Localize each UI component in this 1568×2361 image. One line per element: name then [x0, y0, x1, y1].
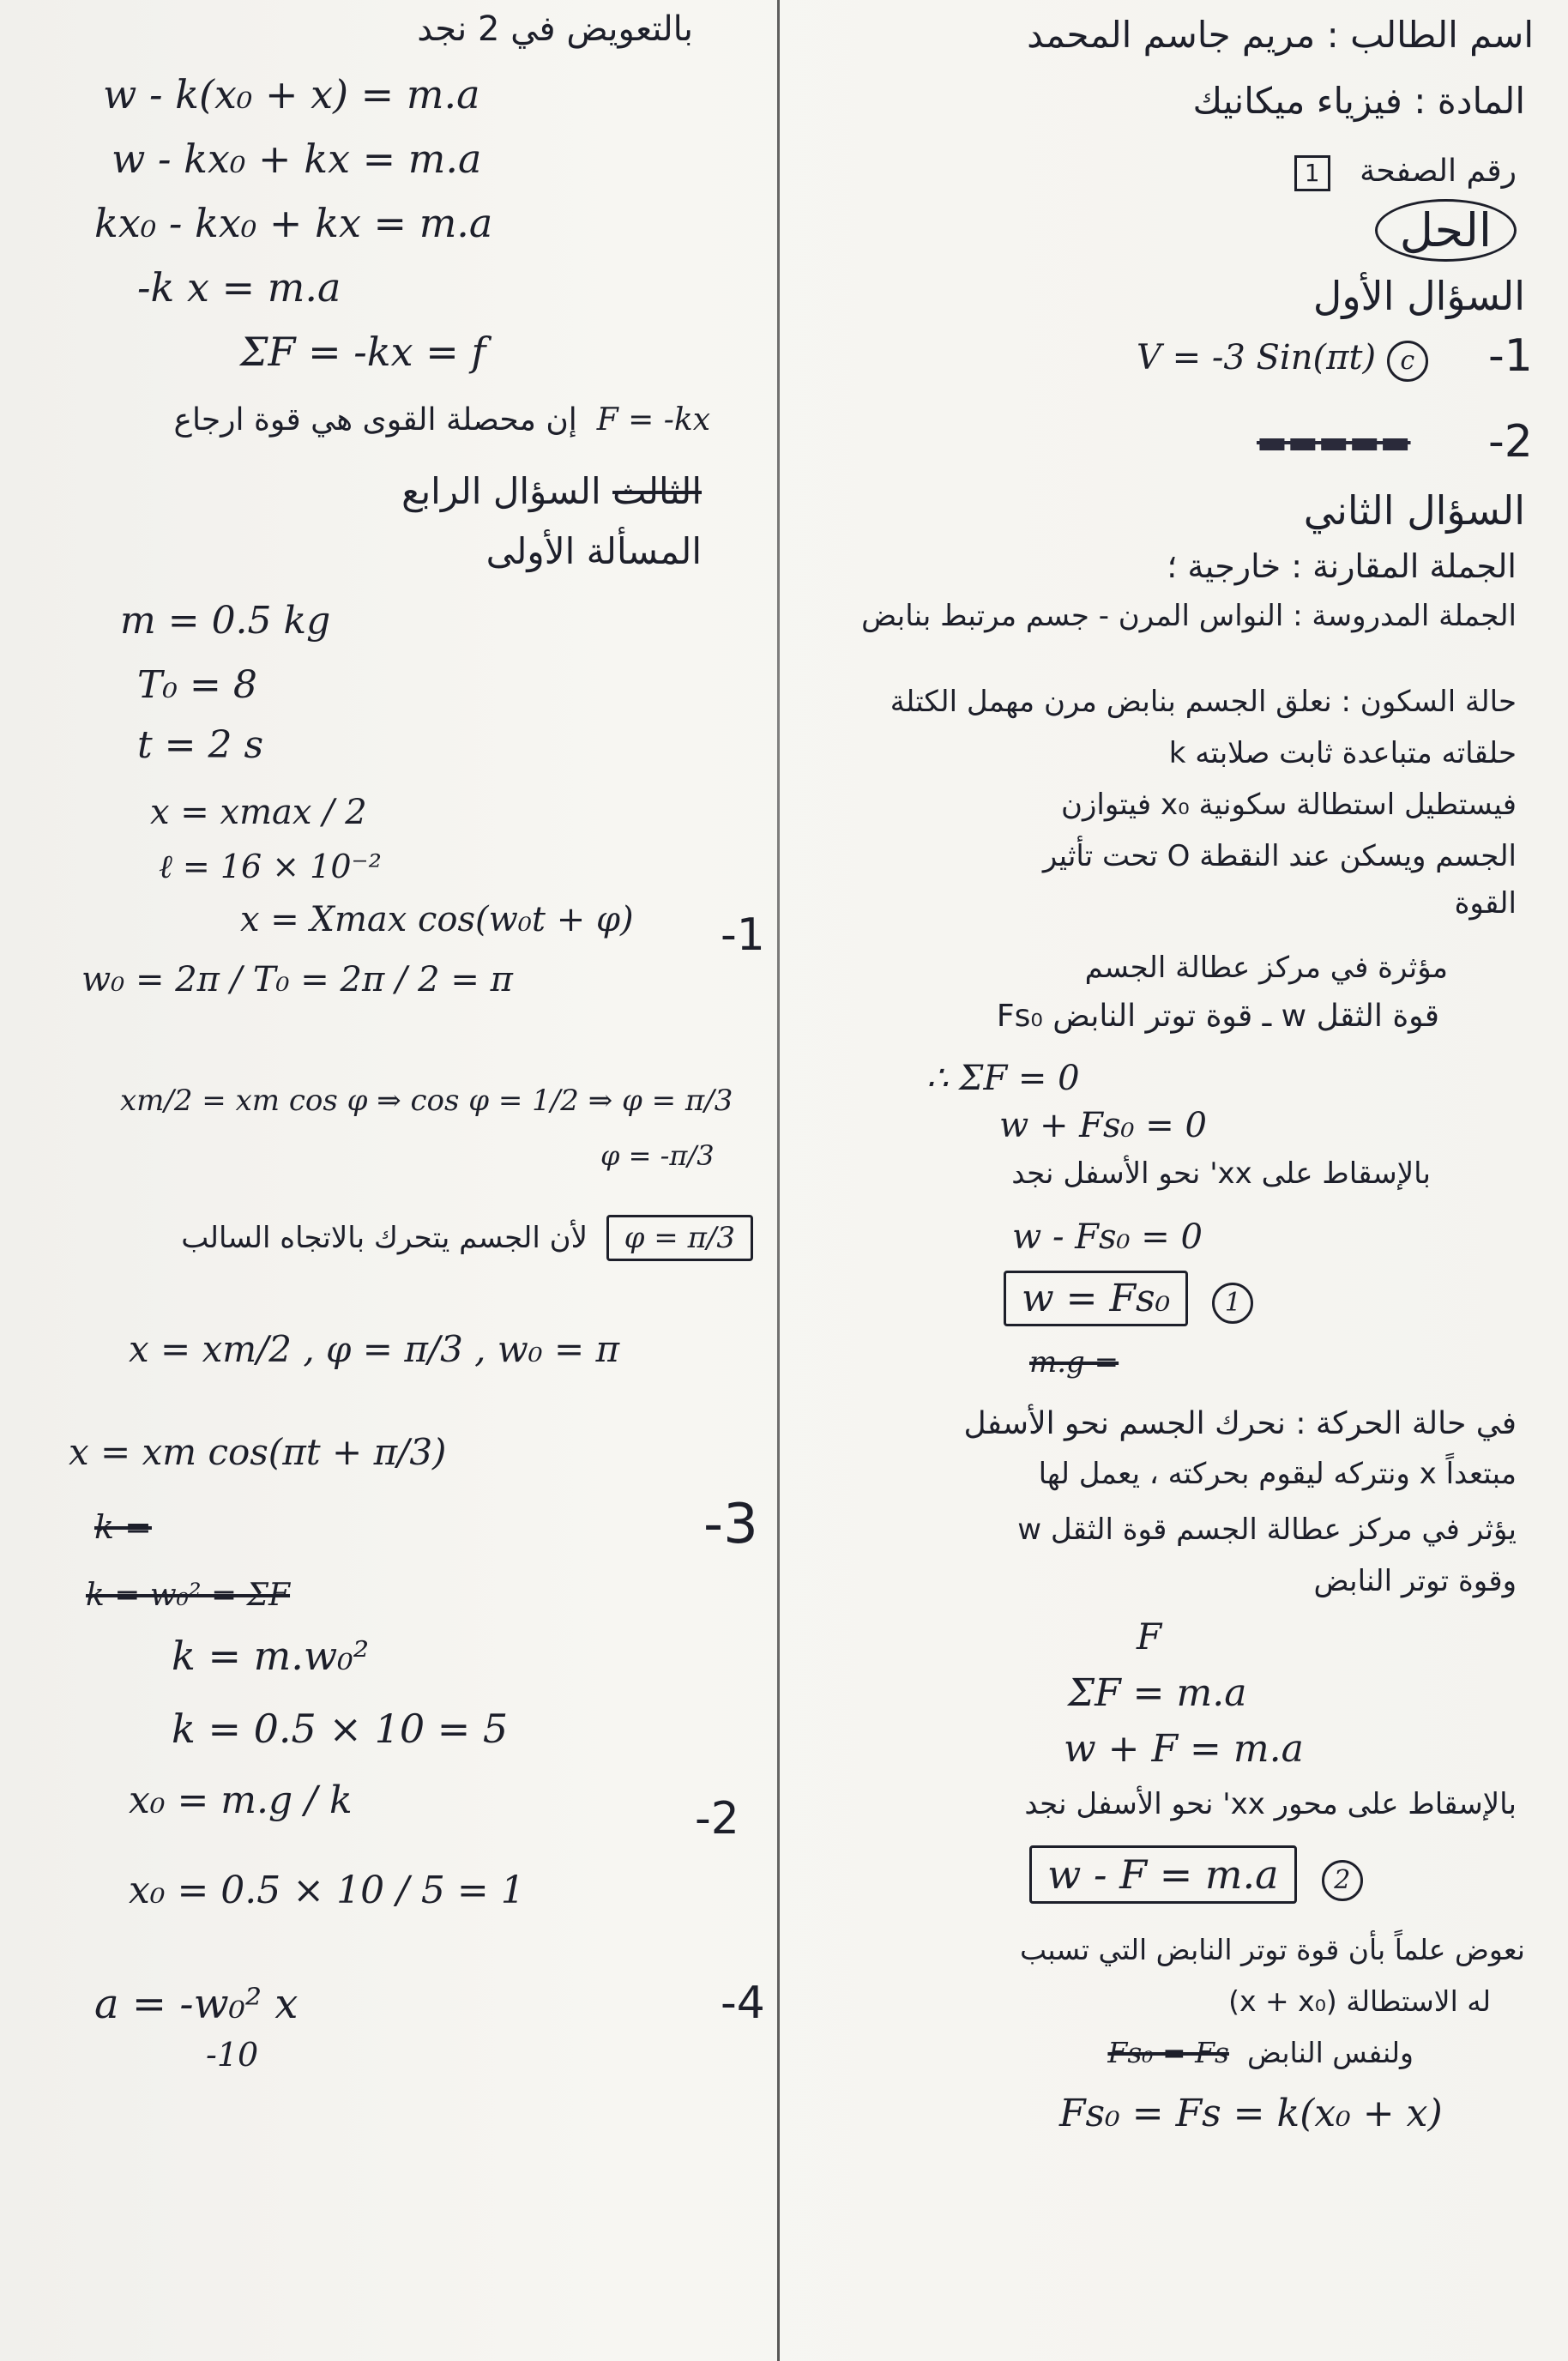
studied-system: الجملة المدروسة : النواس المرن - جسم مرتبط بنابض: [861, 599, 1517, 633]
boxed-eq-1: w = Fs₀: [1004, 1271, 1188, 1326]
q1-title: السؤال الأول: [1312, 273, 1525, 319]
q4-title: السؤال الرابع: [401, 470, 601, 512]
step-num-4: -4: [721, 1978, 765, 2029]
problem-1-title: المسألة الأولى: [485, 530, 702, 572]
note-line-3: [1107, 2038, 1414, 2068]
given-length: ℓ = 16 × 10⁻²: [159, 848, 382, 885]
q1-num-1: -1: [1488, 330, 1533, 382]
rest-line-5: القوة: [1454, 886, 1517, 921]
accel-eq: a = -w₀² x: [94, 1980, 299, 2028]
phase-eq-2: φ = -π/3: [600, 1139, 715, 1172]
rest-state: حالة السكون : نعلق الجسم بنابض مرن مهمل الكتلة: [890, 685, 1517, 719]
crossed-k: k =: [94, 1508, 152, 1546]
motion-line-4: وقوة توتر النابض: [1313, 1564, 1517, 1598]
w-fs0-eq: w + Fs₀ = 0: [999, 1106, 1207, 1145]
eq-line-5: ΣF = -kx = f: [240, 329, 486, 375]
therefore-icon: ∴: [926, 1059, 960, 1098]
eq-tag-1: 1: [1212, 1283, 1253, 1324]
sum-zero-eq: [926, 1060, 1080, 1097]
page-number: 1: [1294, 155, 1330, 191]
crossed-mg: m.g =: [1029, 1345, 1119, 1380]
final-force-eq: Fs₀ = Fs = k(x₀ + x): [1059, 2092, 1443, 2135]
q1-answer-1-eq: V = -3 Sin(πt): [1137, 338, 1377, 377]
rest-line-3: فيستطيل استطالة سكونية x₀ فيتوازن: [1061, 788, 1517, 822]
q1-answer-1: [1137, 339, 1428, 382]
given-mass: m = 0.5 kg: [120, 599, 331, 643]
projection-text: بالإسقاط على xx' نحو الأسفل نجد: [1011, 1156, 1431, 1191]
q4-crossed: الثالث: [612, 470, 702, 512]
restoring-force-eq: F = -kx: [596, 402, 710, 438]
crossed-k-2: k = w₀² = ΣF: [86, 1578, 291, 1613]
x-final-eq: x = xm cos(πt + π/3): [69, 1431, 447, 1473]
summary-eq: x = xm/2 , φ = π/3 , w₀ = π: [129, 1328, 620, 1370]
step-num-3: -3: [703, 1493, 758, 1556]
q2-title: السؤال الثاني: [1303, 487, 1525, 534]
forces-intro: مؤثرة في مركز عطالة الجسم: [1084, 951, 1448, 985]
k-eq-2: k = 0.5 × 10 = 5: [172, 1706, 509, 1752]
note-line-3-text: ولنفس النابض: [1246, 2036, 1414, 2069]
page-number-row: [1294, 154, 1517, 191]
left-header-text: بالتعويض في 2 نجد: [417, 9, 693, 49]
k-eq-1: k = m.w₀²: [172, 1633, 370, 1679]
rest-line-4: الجسم ويسكن عند النقطة O تحت تأثير: [1042, 839, 1517, 873]
left-header: [417, 10, 693, 48]
page-number-label: رقم الصفحة: [1360, 154, 1517, 189]
given-x: x = xmax / 2: [150, 793, 367, 832]
restoring-force-text: إن محصلة القوى هي قوة ارجاع: [173, 402, 577, 438]
restoring-force-row: [173, 403, 710, 438]
note-line-2: له الاستطالة (x + x₀): [1228, 1984, 1491, 2018]
eq-line-4: -k x = m.a: [137, 264, 341, 311]
accel-eq-2: -10: [206, 2036, 259, 2074]
sum-ma-eq: ΣF = m.a: [1068, 1671, 1247, 1715]
given-t: t = 2 s: [137, 723, 264, 767]
w-F-ma-eq: w + F = m.a: [1064, 1727, 1304, 1771]
step-num-1: -1: [721, 909, 765, 961]
q1-choice-circle: c: [1387, 341, 1428, 382]
q1-num-2: -2: [1488, 416, 1533, 468]
eq-line-3: kx₀ - kx₀ + kx = m.a: [94, 200, 493, 246]
projection-text-2: بالإسقاط على محور xx' نحو الأسفل نجد: [1024, 1787, 1517, 1821]
eq-tag-2: 2: [1322, 1860, 1363, 1901]
boxed-eq-2: w - F = m.a: [1029, 1845, 1297, 1904]
motion-force-F: F: [1137, 1615, 1162, 1658]
reference-frame: الجملة المقارنة : خارجية ؛: [1167, 547, 1517, 585]
direction-text: لأن الجسم يتحرك بالاتجاه السالب: [181, 1221, 588, 1255]
forces-list: قوة الثقل w ـ قوة توتر النابض Fs₀: [996, 999, 1439, 1034]
phase-boxed: φ = π/3: [606, 1215, 753, 1261]
q4-title-row: [401, 472, 702, 511]
direction-row: [181, 1223, 753, 1254]
boxed-eq-2-wrap: [1029, 1853, 1363, 1901]
motion-line-2: مبتعداً x ونتركه ليقوم بحركته ، يعمل لها: [1038, 1457, 1517, 1491]
note-crossed: Fs₀ = Fs: [1107, 2036, 1229, 2069]
w-minus-fs0-eq: w - Fs₀ = 0: [1012, 1217, 1203, 1257]
boxed-eq-1-wrap: [1004, 1278, 1253, 1324]
solution-title: الحل: [1375, 199, 1517, 262]
student-name: اسم الطالب : مريم جاسم المحمد: [1027, 14, 1534, 56]
motion-line-3: يؤثر في مركز عطالة الجسم قوة الثقل w: [1017, 1513, 1517, 1547]
solution-title-wrap: [1375, 199, 1517, 262]
eq-line-1: w - k(x₀ + x) = m.a: [103, 71, 480, 118]
eq-line-2: w - kx₀ + kx = m.a: [112, 136, 482, 182]
x0-eq-2: x₀ = 0.5 × 10 / 5 = 1: [129, 1869, 525, 1912]
column-divider: [777, 0, 780, 2361]
q1-answer-2-crossed: ▬▬▬▬▬: [1257, 423, 1411, 461]
sum-zero-eq-text: ΣF = 0: [959, 1059, 1080, 1098]
step-num-2: -2: [695, 1793, 739, 1845]
subject: المادة : فيزياء ميكانيك: [1192, 80, 1525, 122]
omega0-eq: w₀ = 2π / T₀ = 2π / 2 = π: [81, 960, 513, 999]
x-equation: x = Xmax cos(w₀t + φ): [240, 900, 634, 939]
phase-eq: xm/2 = xm cos φ ⇒ cos φ = 1/2 ⇒ φ = π/3: [120, 1084, 733, 1118]
rest-line-2: حلقاته متباعدة ثابت صلابته k: [1168, 736, 1517, 770]
given-T0: T₀ = 8: [137, 663, 257, 707]
motion-state: في حالة الحركة : نحرك الجسم نحو الأسفل: [963, 1406, 1517, 1441]
x0-eq-1: x₀ = m.g / k: [129, 1778, 353, 1822]
note-line-1: نعوض علماً بأن قوة توتر النابض التي تسبب: [1020, 1933, 1525, 1966]
